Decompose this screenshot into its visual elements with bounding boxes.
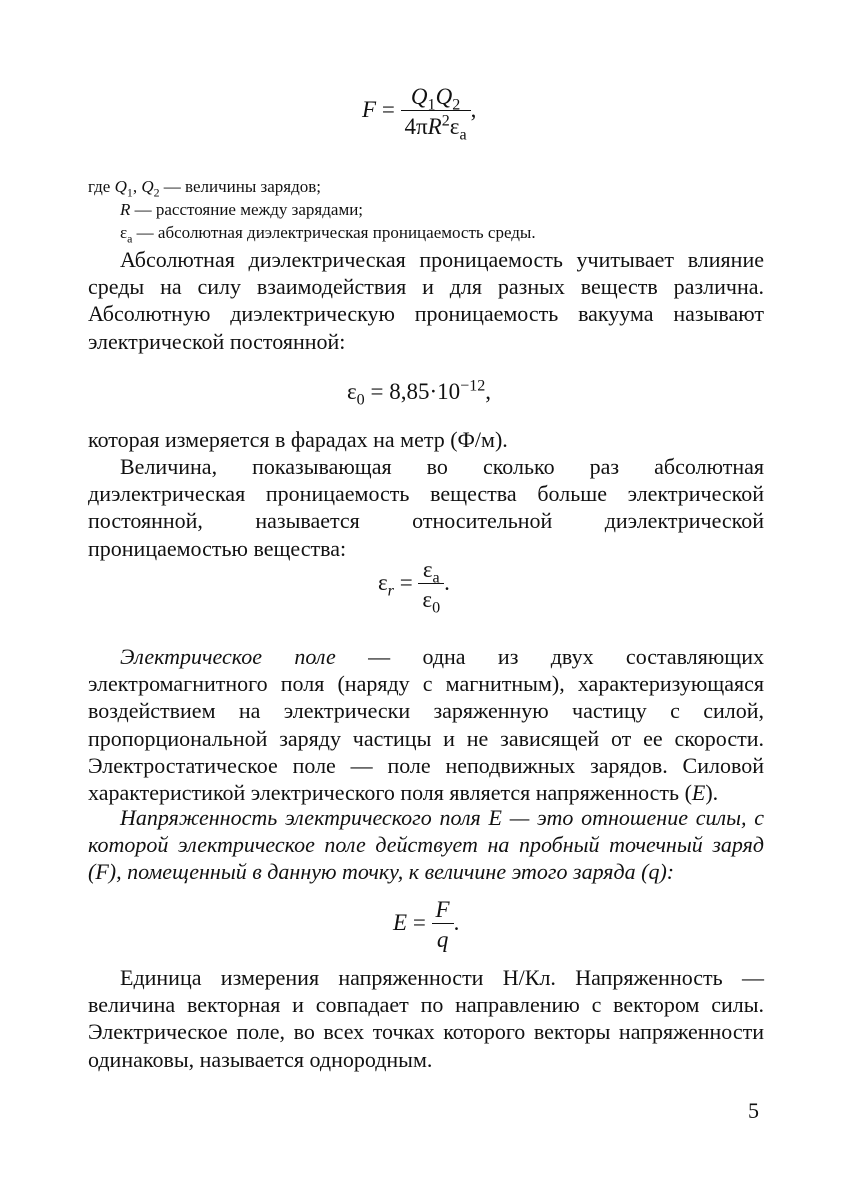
definition-distance bbox=[88, 198, 536, 221]
equals-sign: = bbox=[376, 96, 401, 122]
electric-constant-formula bbox=[347, 377, 492, 409]
coulomb-law-formula bbox=[362, 84, 477, 144]
ratio-fraction bbox=[418, 557, 444, 617]
field-symbol: E bbox=[691, 780, 706, 806]
force-symbol: F bbox=[95, 859, 109, 885]
equals-sign: = bbox=[407, 909, 432, 935]
paragraph-unit-farad: которая измеряется в фарадах на метр (Ф/м). bbox=[88, 427, 508, 452]
charge-subscript: 1 bbox=[126, 185, 133, 200]
charge-symbol: Q bbox=[114, 177, 127, 196]
permittivity-symbol: ε bbox=[422, 587, 433, 612]
permittivity-subscript: r bbox=[387, 582, 394, 600]
field-fraction bbox=[432, 898, 454, 951]
charge-subscript: 1 bbox=[427, 96, 436, 114]
fraction-numerator: F bbox=[435, 897, 450, 922]
term-electric-field: Электрическое поле bbox=[120, 644, 336, 669]
permittivity-symbol: ε bbox=[378, 569, 388, 595]
field-strength-formula bbox=[393, 898, 459, 951]
constant-value: 8,85·10 bbox=[389, 379, 461, 404]
fraction-numerator bbox=[418, 557, 444, 587]
permittivity-subscript: 0 bbox=[432, 599, 441, 617]
definition-text: ), помещенный в данную точку, к величине этого заряда ( bbox=[108, 859, 649, 885]
definition-text: — расстояние между зарядами; bbox=[130, 200, 364, 219]
fraction-denominator bbox=[401, 110, 471, 144]
charge-symbol: Q bbox=[435, 84, 453, 109]
charge-symbol: Q bbox=[141, 177, 154, 196]
fraction-numerator bbox=[401, 84, 471, 114]
relative-permittivity-formula bbox=[378, 557, 450, 617]
permittivity-subscript: a bbox=[459, 126, 467, 144]
permittivity-symbol: ε bbox=[449, 114, 460, 139]
paragraph-relative-permittivity: Величина, показывающая во сколько раз абсолютная диэлектрическая проницаемость вещества больше электрической постоянной, называется относительной диэлектрической проницаемостью вещества: bbox=[88, 454, 764, 561]
definition-text: ): bbox=[659, 859, 675, 885]
equals-sign: = bbox=[393, 569, 419, 595]
paragraph-absolute-permittivity: Абсолютная диэлектрическая проницаемость учитывает влияние среды на силу взаимодействия и для разных веществ различна. Абсолютную диэлектрическую проницаемость вакуума называют электрической постоянной: bbox=[88, 247, 764, 354]
separator: , bbox=[132, 177, 142, 196]
fraction-denominator: q bbox=[432, 923, 454, 951]
fraction-denominator bbox=[418, 583, 444, 617]
paragraph-field-units: Единица измерения напряженности Н/Кл. Напряженность — величина векторная и совпадает по направлению с вектором силы. Электрическое поле, во всех точках которого векторы напряженности одинаковы, называется однородным. bbox=[88, 965, 764, 1072]
symbol-definitions bbox=[88, 175, 536, 244]
definition-text: — величины зарядов; bbox=[159, 177, 321, 196]
permittivity-subscript: а bbox=[432, 569, 440, 587]
formula-comma: , bbox=[470, 96, 477, 122]
constant-exponent: −12 bbox=[460, 377, 486, 395]
charge-subscript: 2 bbox=[153, 185, 160, 200]
four-pi: 4π bbox=[404, 114, 428, 139]
force-symbol: F bbox=[362, 96, 377, 122]
definition-text: — абсолютная диэлектрическая проницаемость среды. bbox=[132, 223, 536, 242]
coulomb-fraction bbox=[401, 84, 471, 144]
permittivity-subscript: 0 bbox=[356, 391, 365, 409]
paragraph-electric-field bbox=[88, 643, 764, 806]
definition-charges bbox=[88, 175, 536, 198]
paragraph-text: — одна из двух составляющих электромагнитного поля (наряду с магнитным), характеризующаяся воздействием на электрически заряженную частицу с силой, пропорциональной заряду частицы и не зависящей от ее скорости. Электростатическое поле — поле неподвижных зарядов. Силовой характеристикой электрического поля является напряженность ( bbox=[88, 644, 765, 806]
page-number: 5 bbox=[748, 1098, 759, 1123]
definition-permittivity bbox=[88, 221, 536, 244]
permittivity-symbol: ε bbox=[120, 223, 128, 242]
field-symbol: E bbox=[393, 909, 408, 935]
distance-symbol: R bbox=[427, 114, 442, 139]
distance-symbol: R bbox=[120, 200, 131, 219]
formula-period: . bbox=[444, 569, 450, 595]
formula-comma: , bbox=[485, 379, 492, 404]
permittivity-symbol: ε bbox=[422, 557, 433, 582]
definition-text: Напряженность электрического поля E — это отношение силы, с которой электрическое поле действует на пробный точечный заряд ( bbox=[88, 805, 764, 885]
permittivity-subscript: а bbox=[127, 231, 133, 246]
charge-symbol: Q bbox=[410, 84, 428, 109]
equals-sign: = bbox=[364, 379, 390, 404]
formula-period: . bbox=[453, 909, 460, 935]
square-exponent: 2 bbox=[441, 112, 450, 130]
charge-symbol: q bbox=[648, 859, 660, 885]
paragraph-text: ). bbox=[705, 780, 719, 806]
where-word: где bbox=[88, 177, 115, 196]
paragraph-field-strength-definition bbox=[88, 804, 764, 886]
charge-subscript: 2 bbox=[452, 96, 461, 114]
permittivity-symbol: ε bbox=[347, 379, 357, 404]
